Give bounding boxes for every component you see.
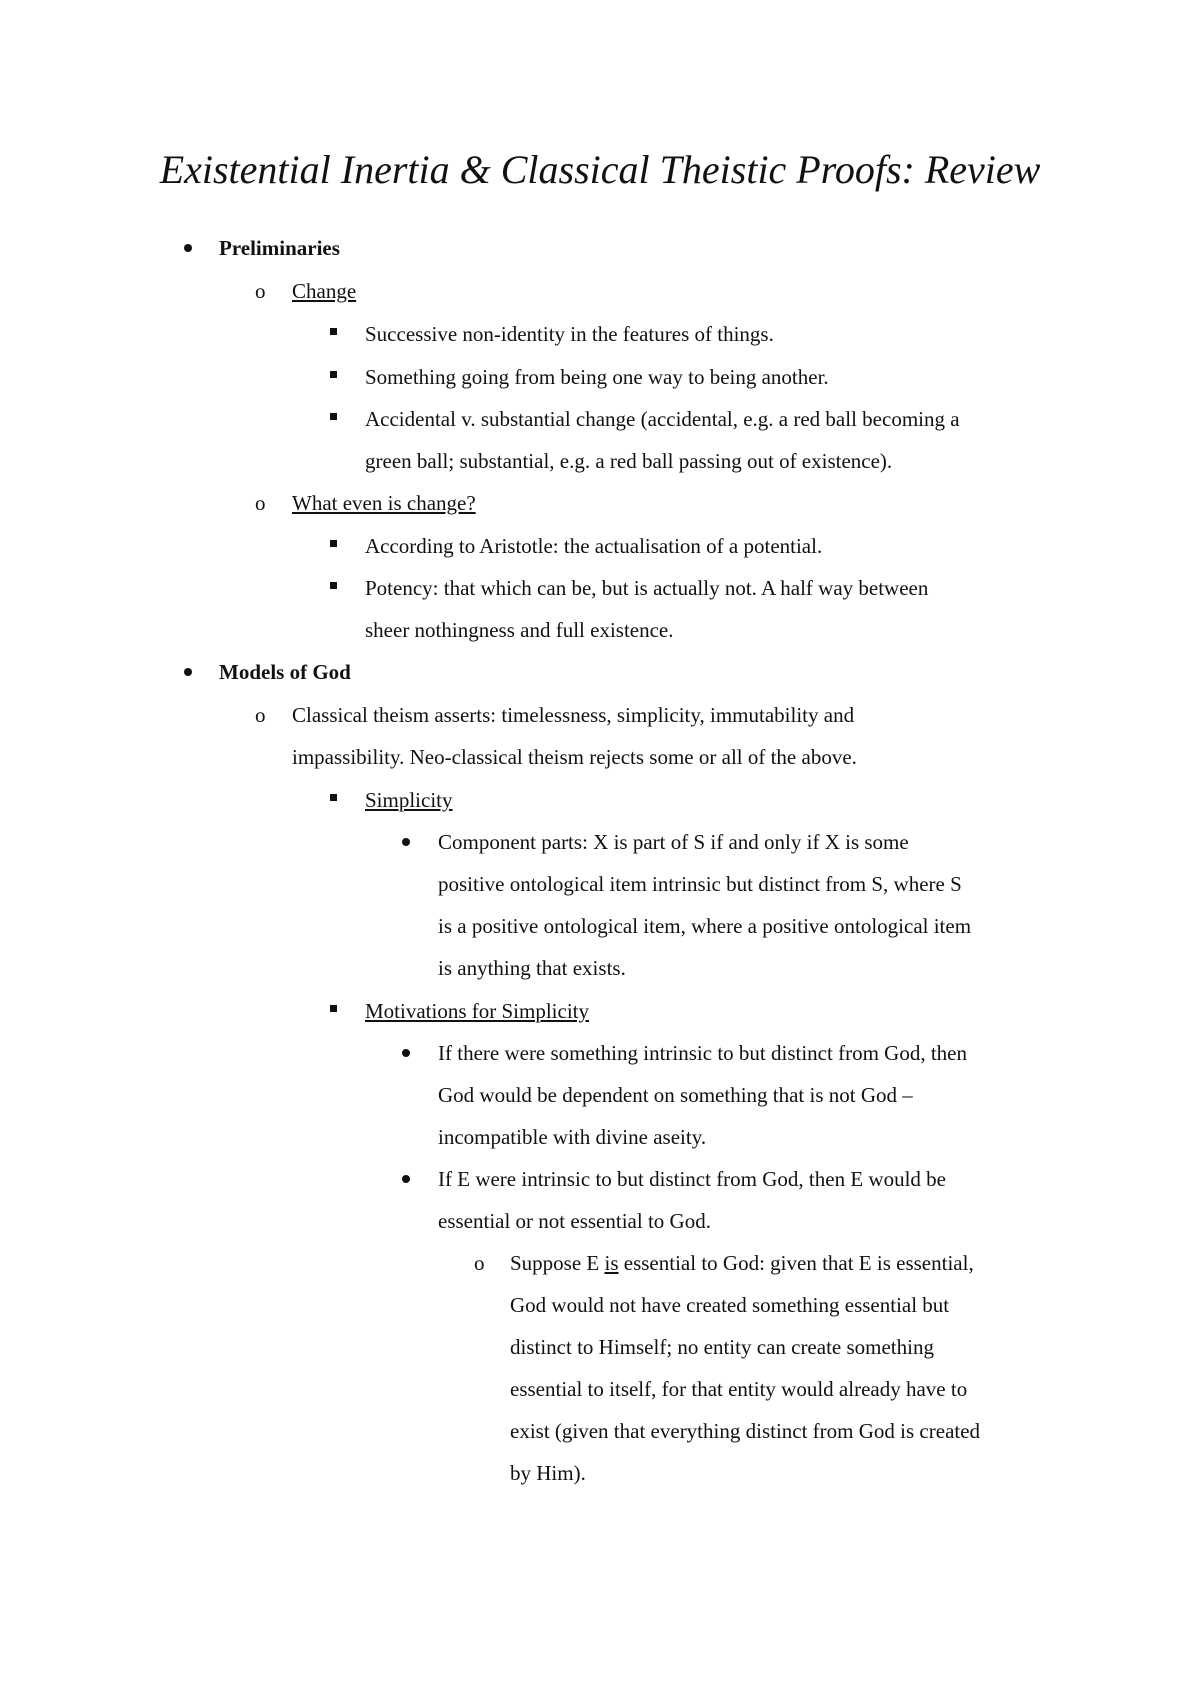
list-item: Potency: that which can be, but is actually not. A half way between [365, 576, 929, 600]
subheading-simplicity: Simplicity [365, 788, 453, 812]
list-item-continuation: God would be dependent on something that is not God – [438, 1083, 913, 1107]
list-item: Successive non-identity in the features of things. [365, 322, 774, 346]
bullet-square-icon [330, 328, 337, 335]
list-item [510, 1248, 974, 1278]
list-item: If there were something intrinsic to but distinct from God, then [438, 1041, 967, 1065]
list-item-continuation: sheer nothingness and full existence. [365, 618, 674, 642]
list-item-continuation: incompatible with divine aseity. [438, 1125, 707, 1149]
section-heading-preliminaries: Preliminaries [219, 236, 340, 260]
list-item: If E were intrinsic to but distinct from God, then E would be [438, 1167, 946, 1191]
suppose-is: is [604, 1251, 619, 1275]
list-item-continuation: is anything that exists. [438, 956, 626, 980]
list-item-continuation: by Him). [510, 1461, 586, 1485]
bullet-dot-icon [184, 244, 192, 252]
bullet-dot-icon [402, 1049, 410, 1057]
list-item: Classical theism asserts: timelessness, simplicity, immutability and [292, 703, 855, 727]
suppose-rest: essential to God: given that E is essential, [618, 1251, 974, 1275]
bullet-circle-icon: o [474, 1251, 485, 1275]
list-item: Component parts: X is part of S if and only if X is some [438, 830, 909, 854]
subheading-change: Change [292, 279, 357, 303]
bullet-circle-icon: o [255, 279, 266, 303]
subheading-motivations: Motivations for Simplicity [365, 999, 589, 1023]
list-item-continuation: positive ontological item intrinsic but distinct from S, where S [438, 872, 962, 896]
bullet-square-icon [330, 540, 337, 547]
list-item-continuation: essential to itself, for that entity would already have to [510, 1377, 968, 1401]
bullet-square-icon [330, 371, 337, 378]
suppose-prefix: Suppose E [510, 1251, 605, 1275]
list-item-continuation: essential or not essential to God. [438, 1209, 711, 1233]
bullet-square-icon [330, 582, 337, 589]
list-item: According to Aristotle: the actualisation of a potential. [365, 534, 823, 558]
list-item: Something going from being one way to being another. [365, 365, 829, 389]
bullet-dot-icon [184, 668, 192, 676]
list-item: Accidental v. substantial change (accidental, e.g. a red ball becoming a [365, 407, 960, 431]
page-title: Existential Inertia & Classical Theistic Proofs: Review [159, 147, 1041, 192]
section-heading-models-of-god: Models of God [219, 660, 351, 684]
list-item-continuation: God would not have created something essential but [510, 1293, 950, 1317]
list-item-continuation: exist (given that everything distinct from God is created [510, 1419, 981, 1443]
list-item-continuation: is a positive ontological item, where a positive ontological item [438, 914, 972, 938]
bullet-circle-icon: o [255, 703, 266, 727]
bullet-square-icon [330, 413, 337, 420]
bullet-square-icon [330, 794, 337, 801]
bullet-square-icon [330, 1005, 337, 1012]
bullet-circle-icon: o [255, 491, 266, 515]
list-item-continuation: distinct to Himself; no entity can create something [510, 1335, 934, 1359]
bullet-dot-icon [402, 1175, 410, 1183]
list-item-continuation: impassibility. Neo-classical theism rejects some or all of the above. [292, 745, 857, 769]
subheading-what-is-change: What even is change? [292, 491, 476, 515]
bullet-dot-icon [402, 838, 410, 846]
list-item-continuation: green ball; substantial, e.g. a red ball passing out of existence). [365, 449, 893, 473]
